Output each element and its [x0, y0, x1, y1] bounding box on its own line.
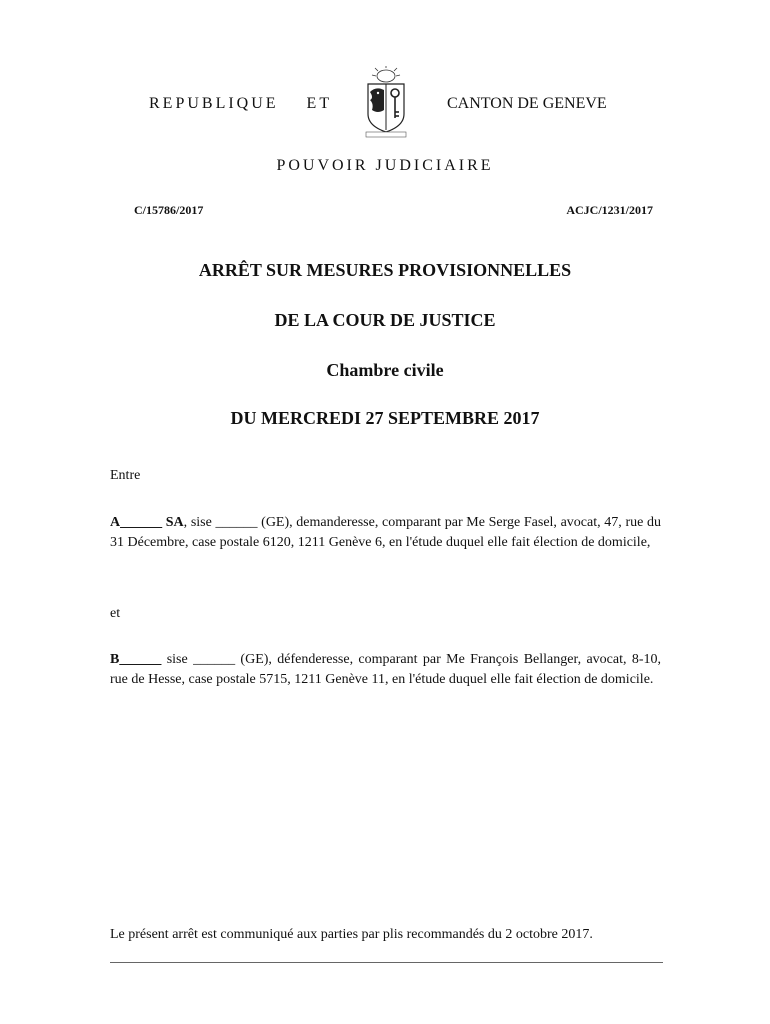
- case-number: C/15786/2017: [134, 203, 204, 217]
- party-a-paragraph: [110, 513, 661, 553]
- party-a-name: A______ SA: [110, 515, 184, 530]
- party-a-details: , sise ______ (GE), demanderesse, comparant par Me Serge Fasel, avocat, 47, rue du 31 Décembre, case postale 6120, 1211 Genève 6, en l'étude duquel elle fait élection de domicile,: [110, 515, 661, 550]
- title-line-2: DE LA COUR DE JUSTICE: [274, 310, 496, 330]
- title-line-1: ARRÊT SUR MESURES PROVISIONNELLES: [198, 260, 572, 280]
- court-name: POUVOIR JUDICIAIRE: [276, 157, 494, 174]
- entre-label: Entre: [110, 468, 141, 483]
- et-label: et: [110, 606, 121, 621]
- geneva-coat-of-arms-icon: [362, 66, 410, 138]
- decision-number: ACJC/1231/2017: [566, 203, 653, 217]
- header-canton: CANTON DE GENEVE: [447, 95, 607, 112]
- party-b-details: sise ______ (GE), défenderesse, comparant par Me François Bellanger, avocat, 8-10, rue de Hesse, case postale 5715, 1211 Genève 11, en l'étude duquel elle fait élection de domicile.: [110, 652, 661, 687]
- header-republique: REPUBLIQUE ET: [149, 95, 333, 112]
- party-b-paragraph: [110, 650, 661, 690]
- party-b-name: B______: [110, 652, 162, 667]
- communication-note: Le présent arrêt est communiqué aux parties par plis recommandés du 2 octobre 2017.: [110, 927, 593, 942]
- title-line-3: Chambre civile: [326, 360, 444, 380]
- footer-divider: [110, 962, 663, 963]
- title-line-4: DU MERCREDI 27 SEPTEMBRE 2017: [230, 408, 540, 428]
